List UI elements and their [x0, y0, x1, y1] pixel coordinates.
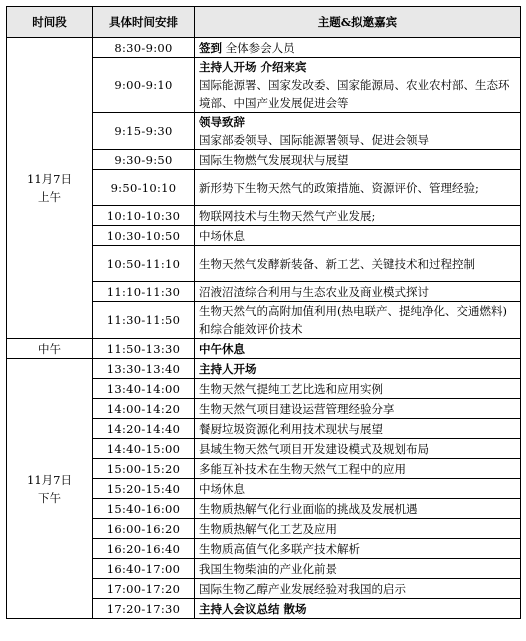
topic-cell [195, 226, 521, 246]
topic-cell: 餐厨垃圾资源化利用技术现状与展望 [195, 419, 521, 439]
topic-cell: 中场休息 [195, 479, 521, 499]
time-cell: 11:10-11:30 [93, 282, 195, 302]
period-line: 11月7日 [27, 172, 72, 186]
topic-text: 新形势下生物天然气的政策措施、资源评价、管理经验; [199, 180, 479, 195]
time-cell: 16:20-16:40 [93, 539, 195, 559]
time-cell: 9:30-9:50 [93, 150, 195, 170]
topic-cell [195, 246, 521, 282]
topic-cell: 生物天然气提纯工艺比选和应用实例 [195, 379, 521, 399]
time-cell: 14:20-14:40 [93, 419, 195, 439]
topic-cell: 生物质热解气化工艺及应用 [195, 519, 521, 539]
header-topic: 主题&拟邀嘉宾 [195, 7, 521, 38]
topic-text: 国际能源署、国家发改委、国家能源局、农业农村部、生态环境部、中国产业发展促进会等 [199, 78, 510, 110]
topic-cell: 国际生物乙醇产业发展经验对我国的启示 [195, 579, 521, 599]
topic-cell [195, 170, 521, 206]
topic-text: 物联网技术与生物天然气产业发展; [199, 208, 376, 223]
header-time: 具体时间安排 [93, 7, 195, 38]
time-cell: 13:30-13:40 [93, 359, 195, 379]
time-cell: 11:50-13:30 [93, 339, 195, 359]
time-cell: 10:50-11:10 [93, 246, 195, 282]
topic-cell: 生物质高值气化多联产技术解析 [195, 539, 521, 559]
topic-cell [195, 113, 521, 150]
time-cell: 17:00-17:20 [93, 579, 195, 599]
time-cell: 16:00-16:20 [93, 519, 195, 539]
topic-cell [195, 282, 521, 302]
period-noon [7, 339, 93, 359]
period-line: 上午 [38, 190, 61, 204]
time-cell: 9:00-9:10 [93, 58, 195, 113]
topic-cell: 生物天然气项目建设运营管理经验分享 [195, 399, 521, 419]
topic-cell: 县域生物天然气项目开发建设模式及规划布局 [195, 439, 521, 459]
topic-text: 沼液沼渣综合利用与生态农业及商业模式探讨 [199, 284, 429, 299]
time-cell: 10:10-10:30 [93, 206, 195, 226]
topic-cell: 主持人开场 [195, 359, 521, 379]
time-cell: 16:40-17:00 [93, 559, 195, 579]
topic-cell: 生物质热解气化行业面临的挑战及发展机遇 [195, 499, 521, 519]
topic-text: 全体参会人员 [222, 40, 295, 55]
topic-text: 中场休息 [199, 228, 245, 243]
time-cell: 15:40-16:00 [93, 499, 195, 519]
header-period: 时间段 [7, 7, 93, 38]
agenda-table [6, 6, 521, 619]
topic-cell [195, 38, 521, 58]
period-line: 中午 [38, 341, 61, 356]
topic-cell: 我国生物柴油的产业化前景 [195, 559, 521, 579]
table-row [7, 38, 521, 58]
time-cell: 11:30-11:50 [93, 302, 195, 339]
time-cell: 9:15-9:30 [93, 113, 195, 150]
time-cell: 15:00-15:20 [93, 459, 195, 479]
time-cell: 17:20-17:30 [93, 599, 195, 619]
topic-cell: 主持人会议总结 散场 [195, 599, 521, 619]
agenda-body [7, 38, 521, 619]
period-line: 11月7日 [27, 472, 72, 487]
time-cell: 15:20-15:40 [93, 479, 195, 499]
table-row [7, 339, 521, 359]
topic-cell: 多能互补技术在生物天然气工程中的应用 [195, 459, 521, 479]
period-line: 下午 [38, 490, 61, 505]
topic-text: 签到 [199, 40, 222, 55]
topic-cell: 中午休息 [195, 339, 521, 359]
topic-text: 生物天然气发酵新装备、新工艺、关键技术和过程控制 [199, 256, 475, 271]
period-afternoon [7, 359, 93, 619]
time-cell: 14:00-14:20 [93, 399, 195, 419]
time-cell: 8:30-9:00 [93, 38, 195, 58]
topic-text: 国家部委领导、国际能源署领导、促进会领导 [199, 133, 429, 147]
topic-text: 主持人开场 介绍来宾 [199, 60, 307, 74]
topic-cell [195, 206, 521, 226]
time-cell: 10:30-10:50 [93, 226, 195, 246]
topic-text: 领导致辞 [199, 115, 245, 129]
time-cell: 14:40-15:00 [93, 439, 195, 459]
period-morning [7, 38, 93, 339]
topic-cell [195, 58, 521, 113]
topic-text: 国际生物燃气发展现状与展望 [199, 152, 349, 167]
time-cell: 13:40-14:00 [93, 379, 195, 399]
table-row [7, 359, 521, 379]
topic-cell [195, 150, 521, 170]
header-row [7, 7, 521, 38]
topic-text: 生物天然气的高附加值利用(热电联产、提纯净化、交通燃料)和综合能效评价技术 [199, 304, 507, 336]
topic-cell [195, 302, 521, 339]
time-cell: 9:50-10:10 [93, 170, 195, 206]
